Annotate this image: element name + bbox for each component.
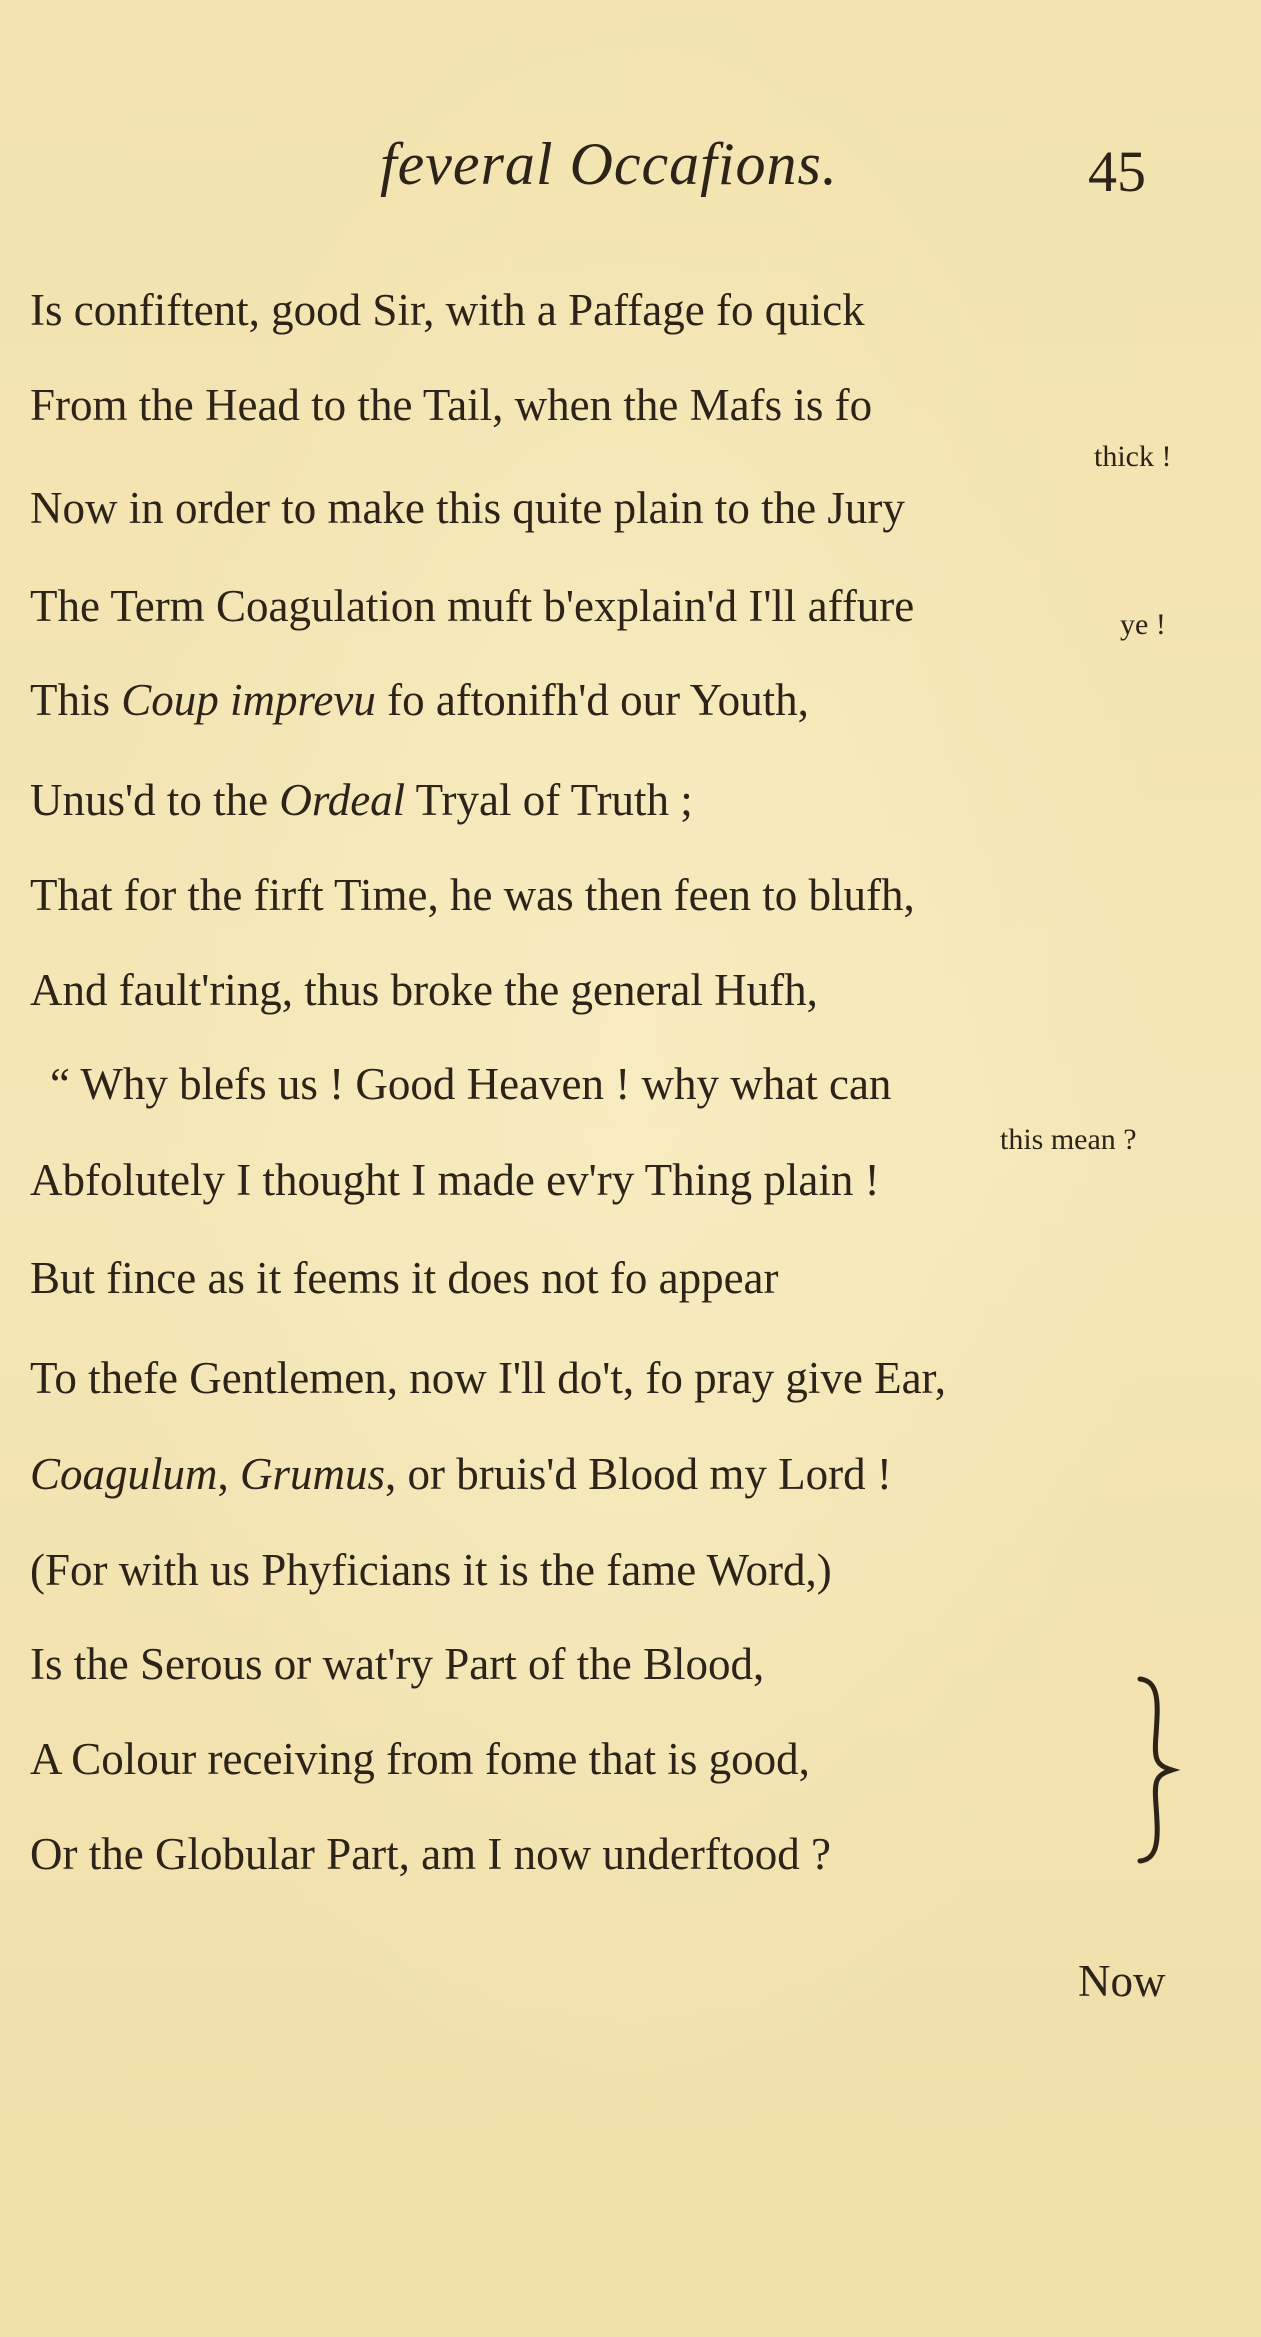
verse-line-5-pre: This <box>30 675 122 725</box>
verse-line-6-italic: Ordeal <box>279 775 406 825</box>
turnover-thick: thick ! <box>1094 440 1172 473</box>
verse-line-17: Or the Globular Part, am I now underftood ? <box>30 1829 832 1879</box>
verse-line-2: From the Head to the Tail, when the Mafs is fo <box>30 380 873 430</box>
verse-line-16: A Colour receiving from fome that is good, <box>30 1734 810 1784</box>
verse-line-12: To thefe Gentlemen, now I'll do't, fo pray give Ear, <box>30 1353 946 1403</box>
verse-line-8: And fault'ring, thus broke the general Hufh, <box>30 965 818 1015</box>
catchword: Now <box>1078 1956 1166 2006</box>
turnover-ye: ye ! <box>1120 608 1166 641</box>
verse-line-11: But fince as it feems it does not fo appear <box>30 1253 779 1303</box>
verse-line-6-pre: Unus'd to the <box>30 775 280 825</box>
verse-line-5-post: fo aftonifh'd our Youth, <box>375 675 809 725</box>
page-number: 45 <box>1088 139 1146 204</box>
verse-line-7: That for the firft Time, he was then feen to blufh, <box>30 870 915 920</box>
verse-line-15: Is the Serous or wat'ry Part of the Blood, <box>30 1639 765 1689</box>
running-title: feveral Occafions. <box>380 131 838 197</box>
verse-line-13-comma: , <box>217 1449 241 1499</box>
verse-line-5 <box>30 675 809 725</box>
verse-line-13-italic-grumus: Grumus <box>240 1449 386 1499</box>
verse-line-6 <box>30 775 693 825</box>
curly-brace-icon <box>1130 1675 1180 1865</box>
turnover-this-mean: this mean ? <box>1000 1123 1137 1156</box>
verse-line-13-post: , or bruis'd Blood my Lord ! <box>385 1449 892 1499</box>
verse-line-14: (For with us Phyficians it is the fame Word,) <box>30 1545 832 1595</box>
verse-line-10: Abfolutely I thought I made ev'ry Thing plain ! <box>30 1155 880 1205</box>
verse-line-1: Is confiftent, good Sir, with a Paffage fo quick <box>30 285 865 335</box>
verse-line-4: The Term Coagulation muft b'explain'd I'll affure <box>30 581 915 631</box>
verse-line-13-italic-coagulum: Coagulum <box>30 1449 218 1499</box>
verse-line-6-post: Tryal of Truth ; <box>405 775 693 825</box>
verse-line-5-italic: Coup imprevu <box>121 675 376 725</box>
verse-line-13 <box>30 1449 892 1499</box>
verse-line-3: Now in order to make this quite plain to the Jury <box>30 483 905 533</box>
verse-line-9: “ Why blefs us ! Good Heaven ! why what can <box>50 1059 892 1109</box>
